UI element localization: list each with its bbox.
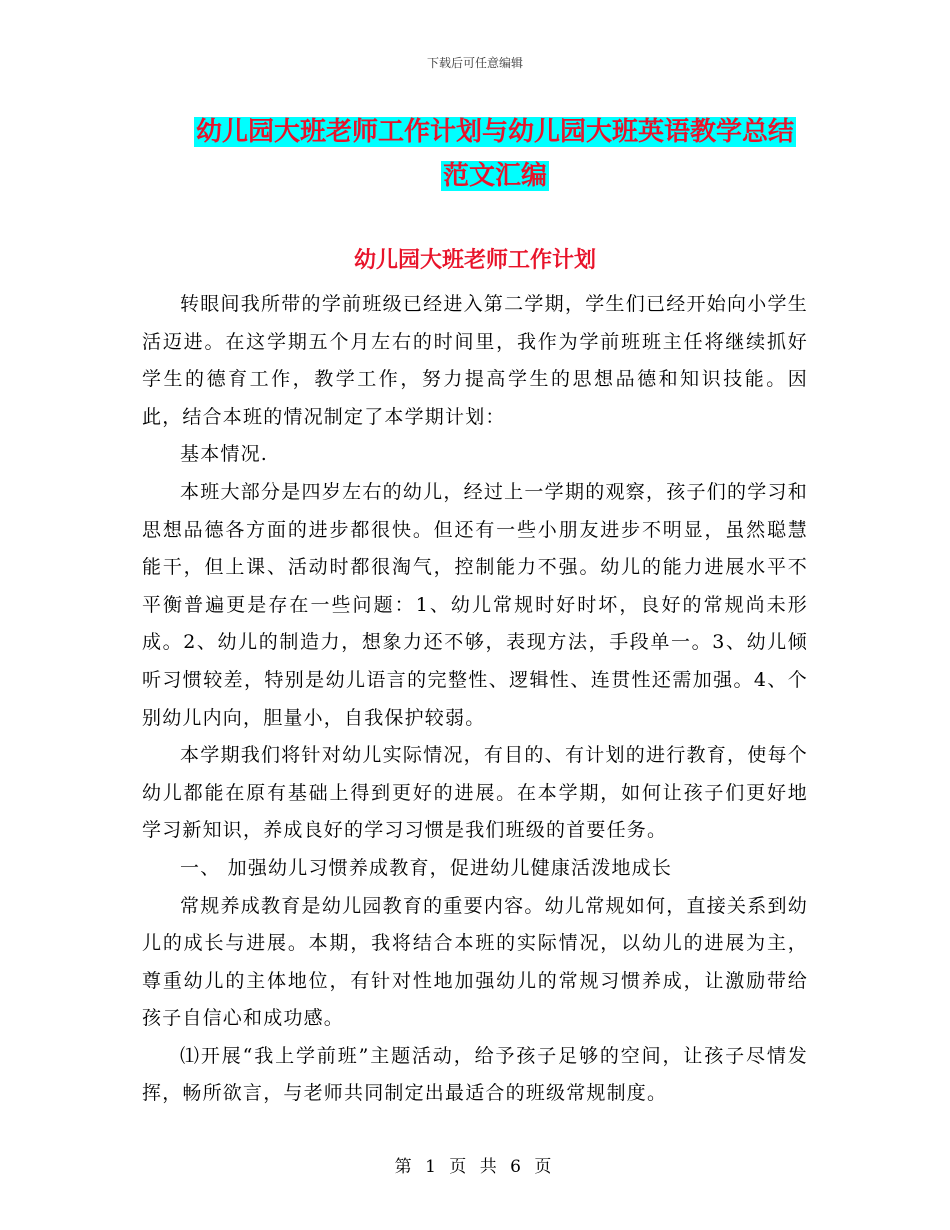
paragraph: 常规养成教育是幼儿园教育的重要内容。幼儿常规如何，直接关系到幼儿的成长与进展。本期，我将结合本班的实际情况，以幼儿的进展为主，尊重幼儿的主体地位，有针对性地加强幼儿的常规习惯养成，让激励带给孩子自信心和成功感。 — [142, 894, 808, 1030]
paragraph: 基本情况. — [180, 443, 269, 466]
paragraph: 转眼间我所带的学前班级已经进入第二学期，学生们已经开始向小学生活迈进。在这学期五个月左右的时间里，我作为学前班班主任将继续抓好学生的德育工作，教学工作，努力提高学生的思想品德和知识技能。因此，结合本班的情况制定了本学期计划： — [142, 293, 808, 428]
page-footer: 第 1 页 共 6 页 — [394, 1157, 556, 1177]
paragraph: 本班大部分是四岁左右的幼儿，经过上一学期的观察，孩子们的学习和思想品德各方面的进步都很快。但还有一些小朋友进步不明显，虽然聪慧能干，但上课、活动时都很淘气，控制能力不强。幼儿的能力进展水平不平衡普遍更是存在一些问题：1、幼儿常规时好时坏，良好的常规尚未形成。2、幼儿的制造力，想象力还不够，表现方法，手段单一。3、幼儿倾听习惯较差，特别是幼儿语言的完整性、逻辑性、连贯性还需加强。4、个别幼儿内向，胆量小，自我保护较弱。 — [142, 480, 808, 729]
document-title-line-1: 幼儿园大班老师工作计划与幼儿园大班英语教学总结 — [195, 117, 794, 147]
paragraph: ⑴开展“我上学前班”主题活动，给予孩子足够的空间，让孩子尽情发挥，畅所欲言，与老师共同制定出最适合的班级常规制度。 — [142, 1044, 808, 1105]
header-note: 下载后可任意编辑 — [426, 56, 523, 70]
body-text — [142, 286, 808, 1113]
paragraph: 本学期我们将针对幼儿实际情况，有目的、有计划的进行教育，使每个幼儿都能在原有基础上得到更好的进展。在本学期，如何让孩子们更好地学习新知识，养成良好的学习习惯是我们班级的首要任务。 — [142, 744, 808, 842]
document-title — [145, 110, 845, 198]
document-title-line-2: 范文汇编 — [442, 161, 547, 191]
section-title: 幼儿园大班老师工作计划 — [353, 248, 596, 273]
paragraph-heading: 一、 加强幼儿习惯养成教育，促进幼儿健康活泼地成长 — [180, 856, 673, 879]
